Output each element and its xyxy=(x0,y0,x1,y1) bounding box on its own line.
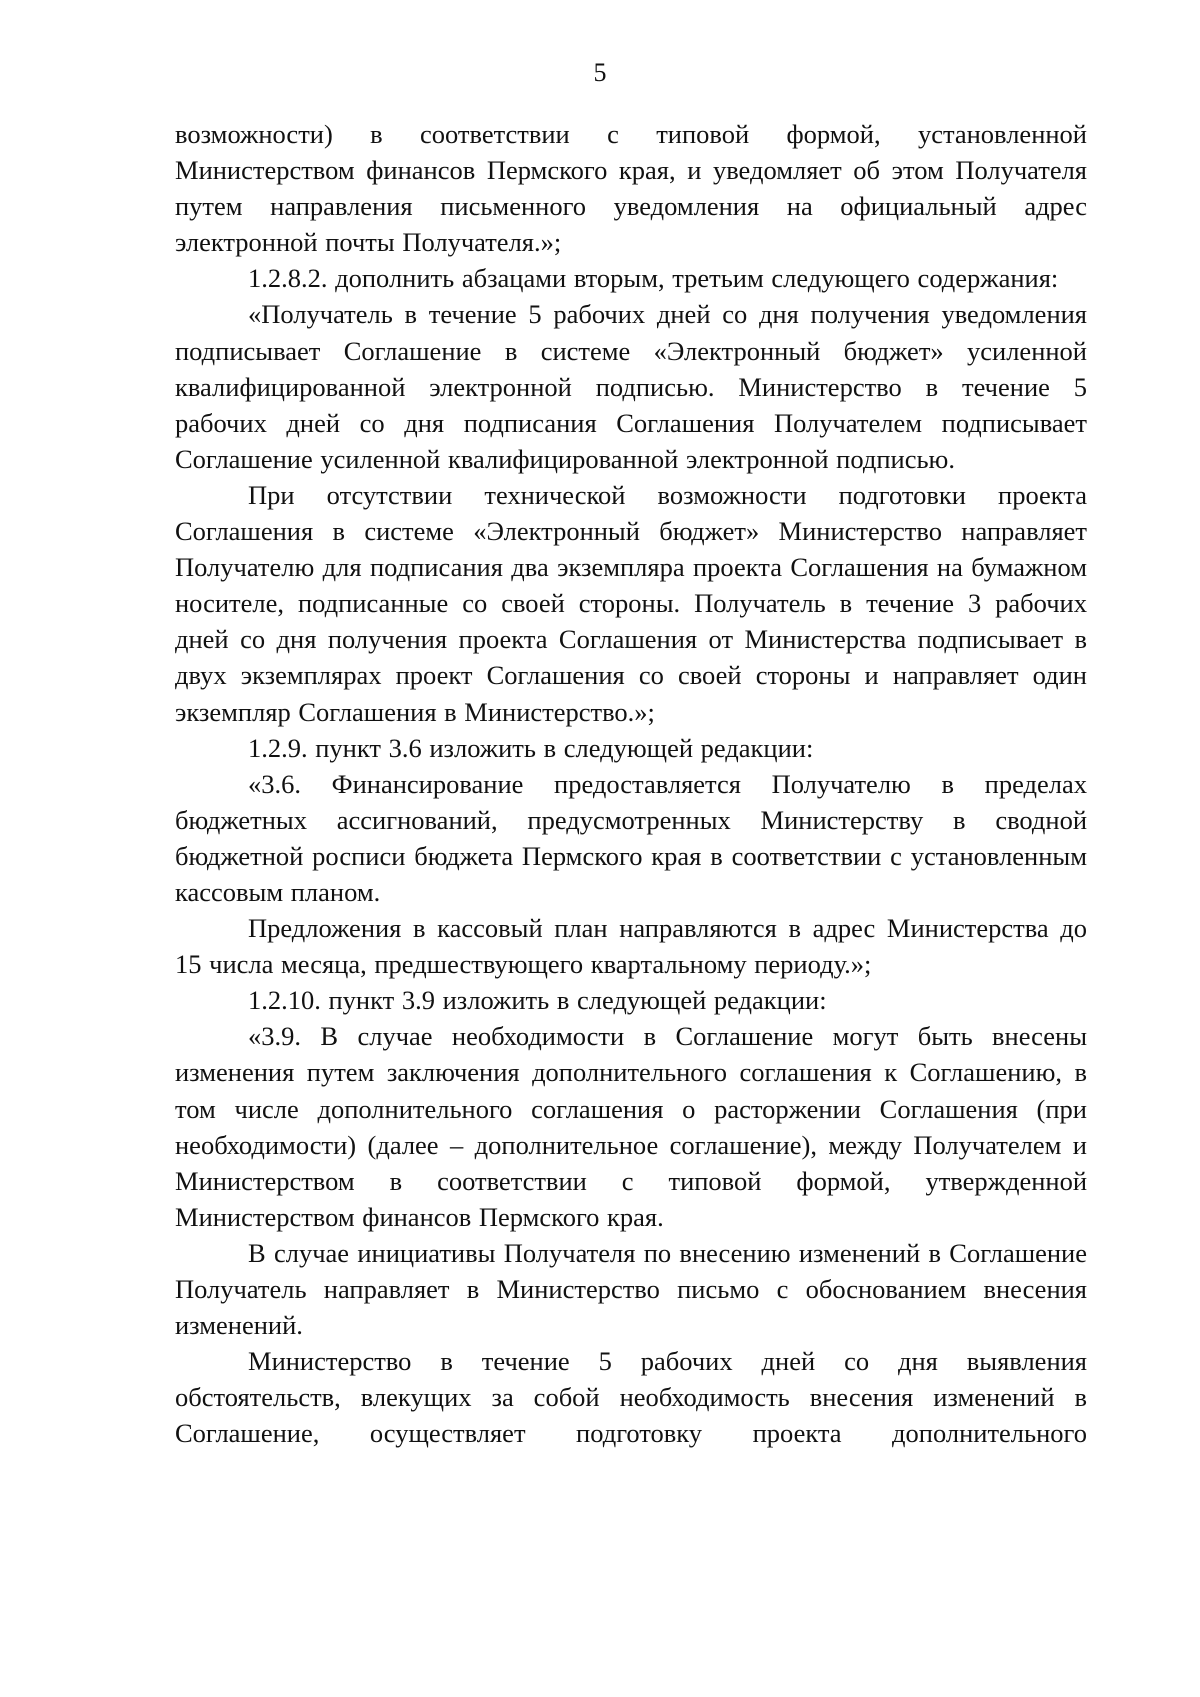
paragraph-ministry-preparation: Министерство в течение 5 рабочих дней со дня выявления обстоятельств, влекущих за собой необходимость внесения изменений в Соглашение, осуществляет подготовку проекта дополнительного xyxy=(175,1346,1087,1449)
paragraph-paper-signing: При отсутствии технической возможности подготовки проекта Соглашения в системе «Электронный бюджет» Министерство направляет Получателю для подписания два экземпляра проекта Соглашения на бумажном носителе, подписанные со своей стороны. Получатель в течение 3 рабочих дней со дня получения проекта Соглашения от Министерства подписывает в двух экземплярах проект Соглашения со своей стороны и направляет один экземпляр Соглашения в Министерство.»; xyxy=(175,479,1087,727)
paragraph-clause-3-9: «3.9. В случае необходимости в Соглашение могут быть внесены изменения путем заключения дополнительного соглашения к Соглашению, в том числе дополнительного соглашения о расторжении Соглашения (при необходимости) (далее – дополнительное соглашение), между Получателем и Министерством в соответствии с типовой формой, утвержденной Министерством финансов Пермского края. xyxy=(175,1021,1087,1232)
paragraph-recipient-initiative: В случае инициативы Получателя по внесению изменений в Соглашение Получатель направляет в Министерство письмо с обоснованием внесения изменений. xyxy=(175,1237,1087,1341)
page-number: 5 xyxy=(593,58,607,87)
paragraph-recipient-signing: «Получатель в течение 5 рабочих дней со дня получения уведомления подписывает Соглашение в системе «Электронный бюджет» усиленной квалифицированной электронной подписью. Министерство в течение 5 рабочих дней со дня подписания Соглашения Получателем подписывает Соглашение усиленной квалифицированной электронной подписью. xyxy=(175,299,1087,474)
paragraph-clause-3-6: «3.6. Финансирование предоставляется Получателю в пределах бюджетных ассигнований, предусмотренных Министерству в сводной бюджетной росписи бюджета Пермского края в соответствии с установленным кассовым планом. xyxy=(175,768,1087,907)
paragraph-cash-plan: Предложения в кассовый план направляются в адрес Министерства до 15 числа месяца, предшествующего квартальному периоду.»; xyxy=(175,913,1087,980)
paragraph-item-1-2-10: 1.2.10. пункт 3.9 изложить в следующей редакции: xyxy=(248,985,827,1016)
document-body xyxy=(175,116,1087,1451)
paragraph-continuation: возможности) в соответствии с типовой формой, установленной Министерством финансов Пермского края, и уведомляет об этом Получателя путем направления письменного уведомления на официальный адрес электронной почты Получателя.»; xyxy=(175,119,1087,258)
paragraph-item-1-2-8-2: 1.2.8.2. дополнить абзацами вторым, третьим следующего содержания: xyxy=(248,263,1059,294)
paragraph-item-1-2-9: 1.2.9. пункт 3.6 изложить в следующей редакции: xyxy=(248,732,814,763)
